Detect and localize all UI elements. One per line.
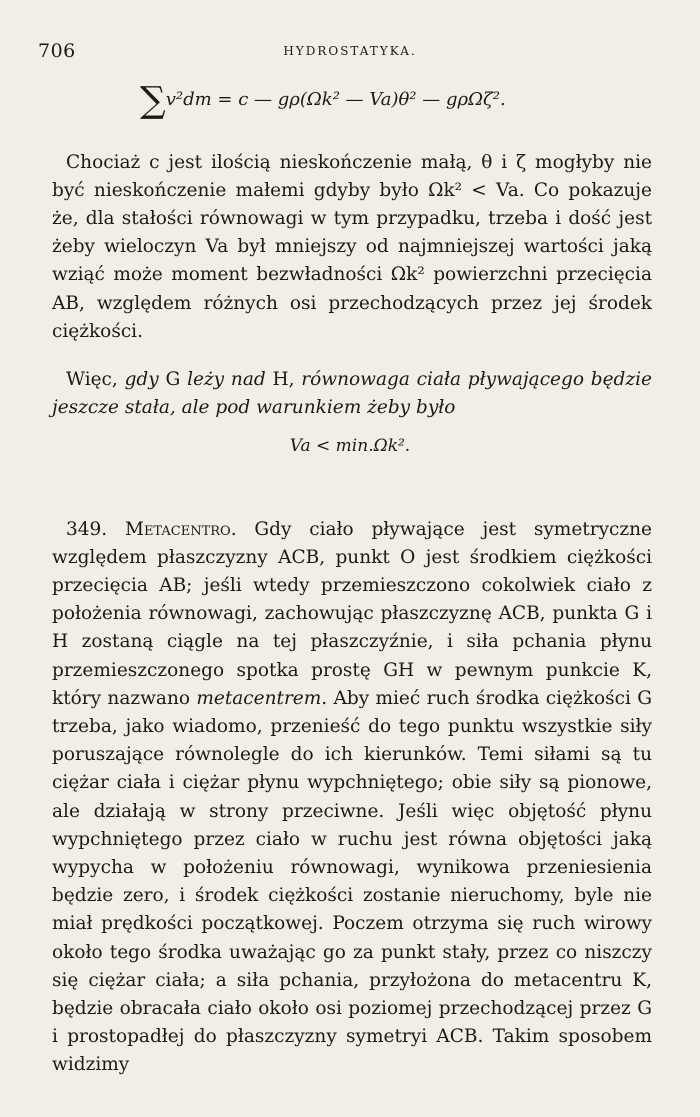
- section-text-before: Gdy ciało pływające jest symetryczne względem płaszczyzny ACB, punkt O jest środkiem ciężkości przecięcia AB; jeśli wtedy przemieszczono cokolwiek ciało z położenia równowagi, zachowując płaszczyznę ACB, punkta G i H zostaną ciągle na tej płaszczyźnie, i siła pchania płynu przemieszczonego spotka prostę GH w pewnym punkcie K, który nazwano: [52, 518, 652, 709]
- conclusion-mid: G: [158, 368, 188, 390]
- conclusion-lead: Więc,: [66, 368, 125, 390]
- term-metacentrem: metacentrem: [196, 687, 322, 709]
- section-metacentro: [52, 516, 652, 1080]
- formula-condition: Va < min.Ωk².: [289, 436, 411, 456]
- paragraph-stability: Chociaż c jest ilością nieskończenie małą, θ i ζ mogłyby nie być nieskończenie małemi gdyby było Ωk² < Va. Co pokazuje że, dla stałości równowagi w tym przypadku, trzeba i dość jest żeby wieloczyn Va był mniejszy od najmniejszej wartości jaką wziąć może moment bezwładności Ωk² powierzchni przecięcia AB, względem różnych osi przechodzących przez jej środek ciężkości.: [52, 151, 652, 342]
- paragraph-conclusion: [52, 366, 652, 422]
- section-text-after: . Aby mieć ruch środka ciężkości G trzeba, jako wiadomo, przenieść do tego punktu wszystkie siły poruszające równolegle do ich kierunków. Temi siłami są tu ciężar ciała i ciężar płynu wypchniętego; obie siły są pionowe, ale działają w strony przeciwne. Jeśli więc objętość płynu wypchniętego przez ciało w ruchu jest równa objętości jaką wypycha w położeniu równowagi, wynikowa przeniesienia będzie zero, i środek ciężkości zostanie nieruchomy, byle nie miał prędkości początkowej. Poczem otrzyma się ruch wirowy około tego środka uważając go za punkt stały, przez co niszczy się ciężar ciała; a siła pchania, przyłożona do metacentru K, będzie obracała ciało około osi poziomej przechodzącej przez G i prostopadłej do płaszczyzny symetryi ACB. Takim sposobem widzimy: [52, 687, 652, 1076]
- page-header: [0, 40, 700, 66]
- section-number: 349.: [66, 518, 108, 540]
- section-title: Metacentro.: [125, 518, 237, 540]
- conclusion-italic-b: leży nad: [187, 368, 266, 390]
- running-head: HYDROSTATYKA.: [283, 44, 417, 58]
- conclusion-mid2: H,: [265, 368, 302, 390]
- formula-energy: [140, 80, 506, 121]
- sum-symbol: ∑: [140, 80, 166, 121]
- formula-lhs: v²dm: [165, 89, 212, 110]
- page-number: 706: [38, 40, 76, 62]
- formula-rhs: = c — gρ(Ωk² — Va)θ² — gρΩζ².: [217, 89, 506, 110]
- conclusion-italic-a: gdy: [124, 368, 159, 390]
- conclusion-italic-c: równowaga ciała pływającego będzie jeszcze stała, ale pod warunkiem żeby było: [52, 368, 653, 418]
